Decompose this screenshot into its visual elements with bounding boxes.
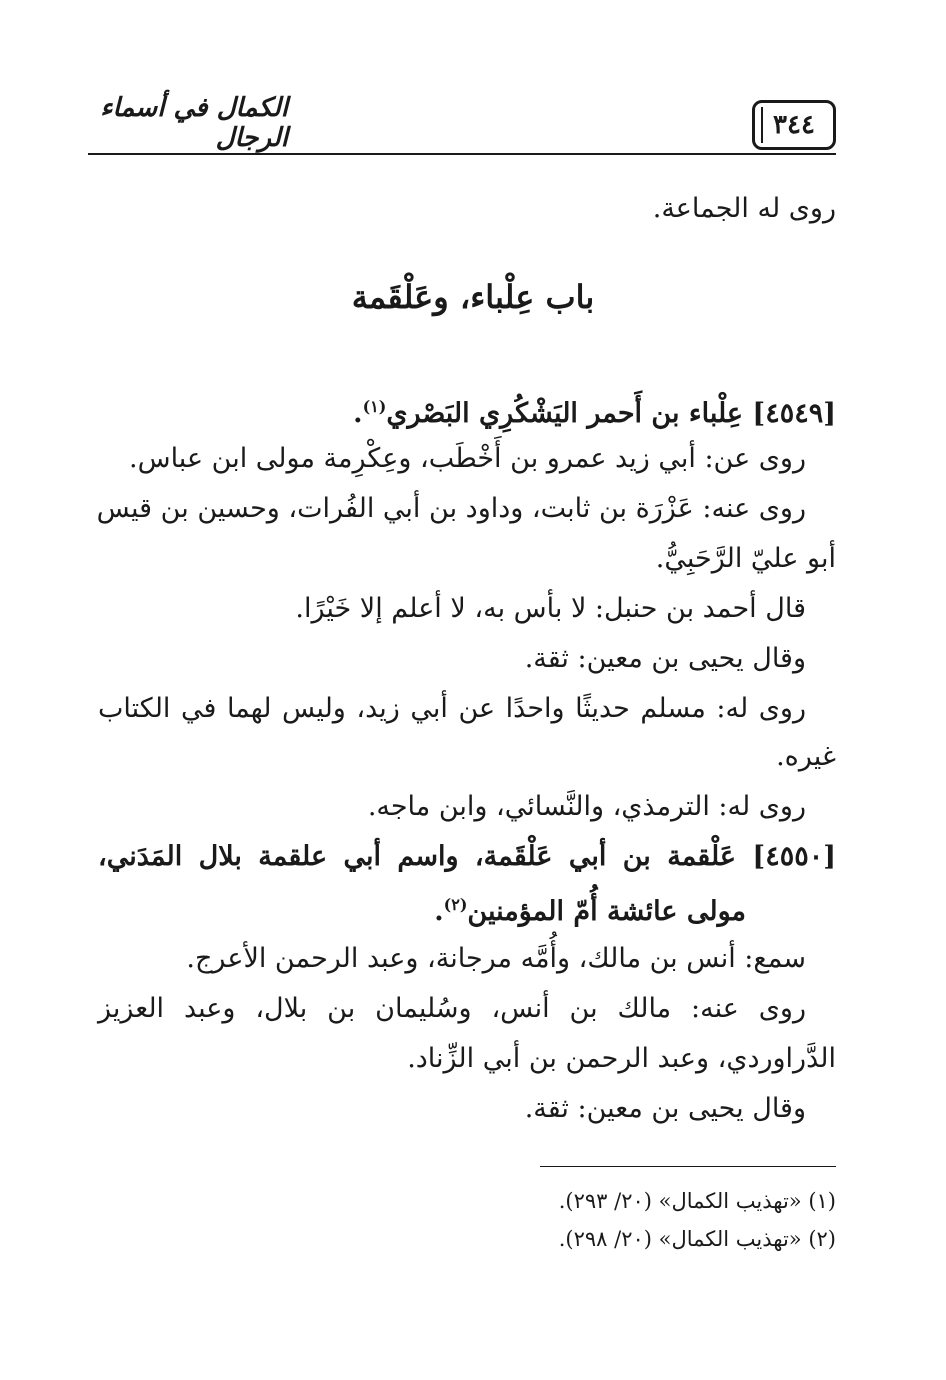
entry-4549-line-2: روى عنه: عَزْرَة بن ثابت، وداود بن أبي الفُرات، وحسين بن قيس: [96, 493, 806, 524]
footnote-ref-2: (٢): [443, 895, 468, 914]
entry-4549-end: .: [353, 398, 363, 429]
entry-4550-title-cont: مولى عائشة أُمّ المؤمنين: [467, 896, 746, 927]
page-number: ٣٤٤: [752, 100, 836, 150]
entry-4550-heading-line-1: [٤٥٥٠] عَلْقمة بن أبي عَلْقَمة، واسم أبي علقمة بلال المَدَني،: [98, 841, 836, 872]
intro-line: روى له الجماعة.: [652, 193, 836, 224]
entry-4549-line-5: وقال يحيى بن معين: ثقة.: [524, 643, 806, 674]
footnote-ref-1: (١): [362, 397, 387, 416]
running-title: الكمال في أسماء الرجال: [100, 93, 288, 153]
entry-4550-line-3: الدَّراوردي، وعبد الرحمن بن أبي الزِّناد.: [407, 1043, 836, 1074]
entry-4549-line-8: روى له: الترمذي، والنَّسائي، وابن ماجه.: [367, 791, 806, 822]
entry-4549-title: [٤٥٤٩] عِلْباء بن أَحمر اليَشْكُرِي البَصْري: [386, 398, 836, 429]
entry-4549-line-3: أبو عليّ الرَّحَبِيُّ.: [655, 543, 836, 574]
footnote-2: (٢) «تهذيب الكمال» (٢٠/ ٢٩٨).: [558, 1227, 836, 1251]
entry-4550-line-1: سمع: أنس بن مالك، وأُمَّه مرجانة، وعبد الرحمن الأعرج.: [186, 943, 806, 974]
chapter-title: باب عِلْباء، وعَلْقَمة: [351, 278, 595, 316]
entry-4550-heading-line-2: [434, 882, 746, 935]
entry-4550-line-2: روى عنه: مالك بن أنس، وسُليمان بن بلال، وعبد العزيز: [98, 993, 806, 1024]
footnote-1: (١) «تهذيب الكمال» (٢٠/ ٢٩٣).: [558, 1189, 836, 1213]
footnote-rule: [540, 1166, 836, 1167]
header-rule: [88, 153, 836, 155]
entry-4549-line-4: قال أحمد بن حنبل: لا بأس به، لا أعلم إلا خَيْرًا.: [295, 593, 806, 624]
entry-4550-end: .: [434, 896, 444, 927]
entry-4549-heading: [353, 384, 836, 437]
entry-4549-line-7: غيره.: [776, 741, 836, 772]
entry-4550-line-4: وقال يحيى بن معين: ثقة.: [524, 1093, 806, 1124]
entry-4549-line-1: روى عن: أبي زيد عمرو بن أَخْطَب، وعِكْرِمة مولى ابن عباس.: [129, 443, 806, 474]
entry-4549-line-6: روى له: مسلم حديثًا واحدًا عن أبي زيد، وليس لهما في الكتاب: [98, 693, 806, 724]
